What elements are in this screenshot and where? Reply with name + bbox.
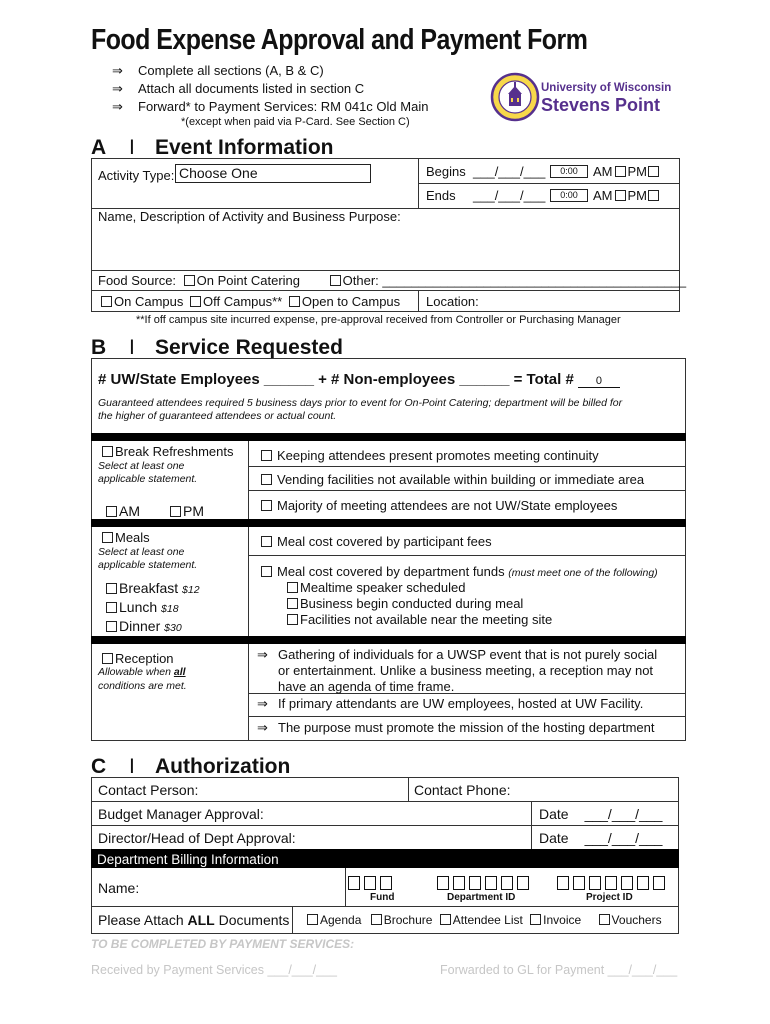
budget-date: Date ___/___/___ — [539, 806, 663, 822]
begins-label: Begins — [426, 164, 466, 179]
off-campus-checkbox[interactable] — [190, 296, 201, 307]
meal-sub-statement-1-checkbox[interactable] — [287, 582, 298, 593]
off-campus-note: **If off campus site incurred expense, pre-approval received from Controller or Purchasing Manager — [136, 314, 621, 326]
breakfast-option: Breakfast $12 — [106, 580, 200, 596]
section-b-heading: B I Service Requested — [91, 336, 343, 359]
budget-date-field[interactable]: ___/___/___ — [584, 806, 663, 822]
logo-line-1: University of Wisconsin — [541, 82, 672, 94]
attachments-row: Agenda Brochure Attendee List Invoice Vouchers — [307, 913, 662, 927]
name-description-field[interactable] — [95, 226, 675, 266]
invoice-checkbox[interactable] — [530, 914, 541, 925]
reception-arrow-2: ⇒ — [257, 696, 268, 711]
total-field[interactable]: 0 — [578, 375, 620, 388]
divider-bar — [91, 636, 686, 644]
payment-services-note: TO BE COMPLETED BY PAYMENT SERVICES: — [91, 937, 355, 951]
billing-name-label: Name: — [98, 880, 140, 896]
meal-statement-1-checkbox[interactable] — [261, 536, 272, 547]
break-pm-checkbox[interactable] — [170, 506, 181, 517]
begins-pm-checkbox[interactable] — [648, 166, 659, 177]
meals-checkbox[interactable] — [102, 532, 113, 543]
brochure-checkbox[interactable] — [371, 914, 382, 925]
project-id-field[interactable] — [557, 874, 669, 890]
university-seal-icon — [490, 72, 540, 122]
reception-arrow-3: ⇒ — [257, 720, 268, 735]
break-statement-1-checkbox[interactable] — [261, 450, 272, 461]
break-statement-3: Majority of meeting attendees are not UW/State employees — [261, 498, 617, 513]
breakfast-checkbox[interactable] — [106, 583, 117, 594]
reception-statement-1a: Gathering of individuals for a UWSP event that is not purely social — [278, 647, 658, 662]
begins-date-field[interactable]: ___/___/___ — [473, 164, 546, 179]
dinner-option: Dinner $30 — [106, 618, 182, 634]
meal-statement-2: Meal cost covered by department funds (must meet one of the following) — [261, 564, 658, 579]
break-statement-2-checkbox[interactable] — [261, 474, 272, 485]
reception-statement-3: The purpose must promote the mission of the hosting department — [278, 720, 655, 735]
break-refreshments-checkbox[interactable] — [102, 446, 113, 457]
meals-select-note-1: Select at least one — [98, 546, 185, 558]
meal-sub-statement-3-checkbox[interactable] — [287, 614, 298, 625]
section-a-heading: A I Event Information — [91, 136, 334, 159]
begins-ampm: AM PM — [593, 164, 661, 179]
reception-statement-1c: have an agenda of time frame. — [278, 679, 455, 694]
food-source-row: Food Source: On Point Catering Other: __________________________________________ — [98, 273, 687, 288]
director-date: Date ___/___/___ — [539, 830, 663, 846]
activity-type-select[interactable]: Choose One — [175, 164, 371, 183]
instruction-3: ⇒ Forward* to Payment Services: RM 041c Old Main — [112, 99, 429, 114]
meal-sub-statement-2-checkbox[interactable] — [287, 598, 298, 609]
department-id-label: Department ID — [447, 892, 516, 903]
reception-arrow-1: ⇒ — [257, 647, 268, 662]
form-title: Food Expense Approval and Payment Form — [91, 24, 588, 56]
ends-pm-checkbox[interactable] — [648, 190, 659, 201]
attendee-count-row: # UW/State Employees ______ + # Non-employees ______ = Total # 0 — [98, 371, 620, 388]
attach-documents-label: Please Attach ALL Documents — [98, 912, 290, 928]
other-field[interactable]: __________________________________________ — [382, 273, 687, 288]
guarantee-note-2: the higher of guaranteed attendees or actual count. — [98, 410, 337, 422]
ends-am-checkbox[interactable] — [615, 190, 626, 201]
instruction-2: ⇒ Attach all documents listed in section C — [112, 81, 365, 96]
department-id-field[interactable] — [437, 874, 533, 890]
lunch-checkbox[interactable] — [106, 602, 117, 613]
open-to-campus-checkbox[interactable] — [289, 296, 300, 307]
on-campus-checkbox[interactable] — [101, 296, 112, 307]
billing-header: Department Billing Information — [97, 852, 279, 867]
divider-bar — [91, 433, 686, 441]
agenda-checkbox[interactable] — [307, 914, 318, 925]
break-statement-1: Keeping attendees present promotes meeting continuity — [261, 448, 599, 463]
meals-select-note-2: applicable statement. — [98, 559, 198, 571]
reception-checkbox[interactable] — [102, 653, 113, 664]
received-by-payment-services: Received by Payment Services ___/___/___ — [91, 963, 337, 977]
break-statement-2: Vending facilities not available within building or immediate area — [261, 472, 644, 487]
break-select-note-2: applicable statement. — [98, 473, 198, 485]
director-date-field[interactable]: ___/___/___ — [584, 830, 663, 846]
ends-label: Ends — [426, 188, 456, 203]
reception-option: Reception — [102, 651, 174, 666]
reception-note-2: conditions are met. — [98, 680, 187, 692]
name-description-label: Name, Description of Activity and Business Purpose: — [98, 209, 401, 224]
logo-line-2: Stevens Point — [541, 95, 661, 115]
fund-label: Fund — [370, 892, 395, 903]
meal-sub-statement-2: Business begin conducted during meal — [287, 596, 523, 611]
meal-statement-1: Meal cost covered by participant fees — [261, 534, 492, 549]
attendee-list-checkbox[interactable] — [440, 914, 451, 925]
director-label: Director/Head of Dept Approval: — [98, 830, 296, 846]
begins-time-field[interactable]: 0:00 — [550, 165, 588, 178]
reception-note-1: Allowable when all — [98, 666, 186, 678]
break-am-option: AM — [106, 503, 140, 519]
divider-bar — [91, 519, 686, 527]
instruction-1: ⇒ Complete all sections (A, B & C) — [112, 63, 324, 78]
ends-time-field[interactable]: 0:00 — [550, 189, 588, 202]
vouchers-checkbox[interactable] — [599, 914, 610, 925]
campus-row: On Campus Off Campus** Open to Campus — [101, 294, 400, 309]
break-pm-option: PM — [170, 503, 204, 519]
forwarded-to-gl: Forwarded to GL for Payment ___/___/___ — [440, 963, 678, 977]
break-am-checkbox[interactable] — [106, 506, 117, 517]
break-statement-3-checkbox[interactable] — [261, 500, 272, 511]
project-id-label: Project ID — [586, 892, 633, 903]
ends-ampm: AM PM — [593, 188, 661, 203]
meal-statement-2-checkbox[interactable] — [261, 566, 272, 577]
activity-type-label: Activity Type: — [98, 168, 175, 183]
contact-person-label: Contact Person: — [98, 782, 199, 798]
dinner-checkbox[interactable] — [106, 621, 117, 632]
ends-date-field[interactable]: ___/___/___ — [473, 188, 546, 203]
break-refreshments-option: Break Refreshments — [102, 444, 234, 459]
contact-phone-label: Contact Phone: — [414, 782, 511, 798]
lunch-option: Lunch $18 — [106, 599, 179, 615]
other-checkbox[interactable] — [330, 275, 341, 286]
on-point-catering-checkbox[interactable] — [184, 275, 195, 286]
meal-sub-statement-1: Mealtime speaker scheduled — [287, 580, 465, 595]
meals-option: Meals — [102, 530, 150, 545]
reception-statement-1b: or entertainment. Unlike a business meeting, a reception may not — [278, 663, 654, 678]
location-label: Location: — [426, 294, 479, 309]
reception-statement-2: If primary attendants are UW employees, hosted at UW Facility. — [278, 696, 644, 711]
section-c-heading: C I Authorization — [91, 755, 291, 778]
meal-sub-statement-3: Facilities not available near the meeting site — [287, 612, 552, 627]
budget-manager-label: Budget Manager Approval: — [98, 806, 264, 822]
break-select-note-1: Select at least one — [98, 460, 185, 472]
fund-field[interactable] — [348, 874, 396, 890]
begins-am-checkbox[interactable] — [615, 166, 626, 177]
guarantee-note-1: Guaranteed attendees required 5 business days prior to event for On-Point Catering; department will be billed for — [98, 397, 623, 409]
pcard-footnote: *(except when paid via P-Card. See Section C) — [181, 116, 410, 128]
